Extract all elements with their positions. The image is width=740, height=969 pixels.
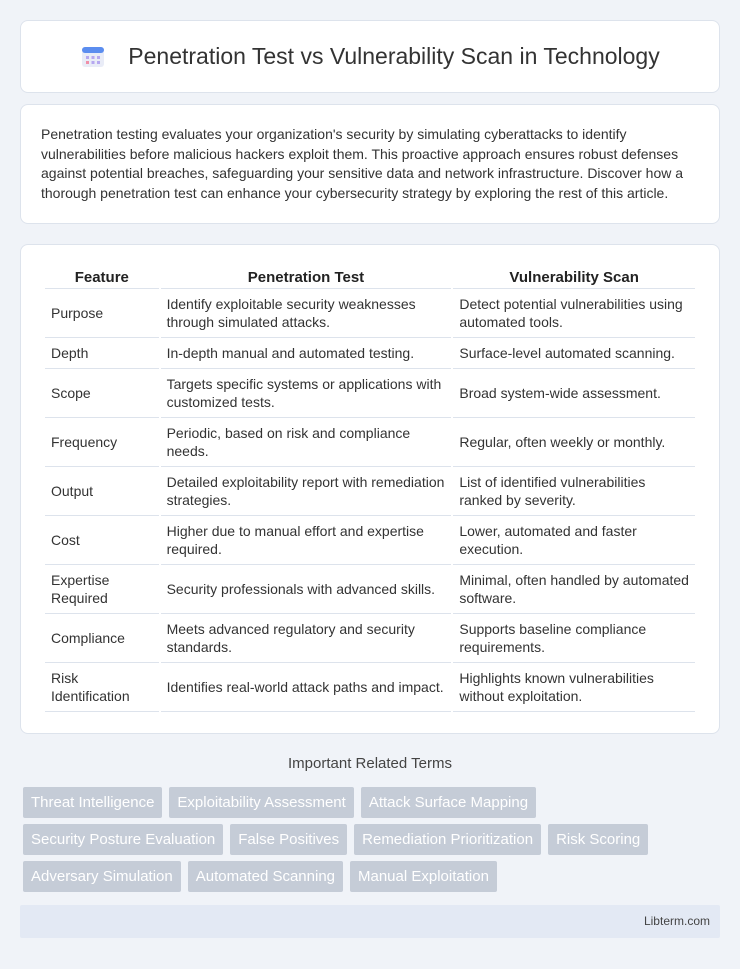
table-card bbox=[20, 244, 720, 734]
cell-feature: Output bbox=[45, 467, 159, 516]
cell-feature: Depth bbox=[45, 338, 159, 369]
cell-penetration-test: Security professionals with advanced skills. bbox=[161, 565, 452, 614]
related-terms-title: Important Related Terms bbox=[288, 755, 452, 772]
cell-vulnerability-scan: Highlights known vulnerabilities without exploitation. bbox=[453, 663, 695, 712]
header-feature: Feature bbox=[45, 265, 159, 289]
page-title: Penetration Test vs Vulnerability Scan in Technology bbox=[128, 43, 660, 69]
cell-vulnerability-scan: Broad system-wide assessment. bbox=[453, 369, 695, 418]
cell-feature: Compliance bbox=[45, 614, 159, 663]
tag-manual-exploitation[interactable]: Manual Exploitation bbox=[350, 861, 497, 892]
title-card bbox=[20, 20, 720, 93]
tag-risk-scoring[interactable]: Risk Scoring bbox=[548, 824, 648, 855]
tag-security-posture-evaluation[interactable]: Security Posture Evaluation bbox=[23, 824, 223, 855]
footer bbox=[20, 905, 720, 938]
cell-feature: Scope bbox=[45, 369, 159, 418]
related-terms-list bbox=[23, 787, 723, 898]
cell-penetration-test: Meets advanced regulatory and security standards. bbox=[161, 614, 452, 663]
cell-vulnerability-scan: Regular, often weekly or monthly. bbox=[453, 418, 695, 467]
tag-remediation-prioritization[interactable]: Remediation Prioritization bbox=[354, 824, 541, 855]
tag-automated-scanning[interactable]: Automated Scanning bbox=[188, 861, 343, 892]
tag-adversary-simulation[interactable]: Adversary Simulation bbox=[23, 861, 181, 892]
tag-threat-intelligence[interactable]: Threat Intelligence bbox=[23, 787, 162, 818]
tag-row bbox=[23, 861, 723, 892]
cell-vulnerability-scan: Detect potential vulnerabilities using automated tools. bbox=[453, 289, 695, 338]
cell-feature: Frequency bbox=[45, 418, 159, 467]
cell-vulnerability-scan: List of identified vulnerabilities ranked by severity. bbox=[453, 467, 695, 516]
table-row bbox=[45, 663, 695, 712]
cell-penetration-test: Periodic, based on risk and compliance needs. bbox=[161, 418, 452, 467]
header-penetration-test: Penetration Test bbox=[161, 265, 452, 289]
cell-penetration-test: In-depth manual and automated testing. bbox=[161, 338, 452, 369]
tag-false-positives[interactable]: False Positives bbox=[230, 824, 347, 855]
cell-vulnerability-scan: Surface-level automated scanning. bbox=[453, 338, 695, 369]
intro-card bbox=[20, 104, 720, 224]
table-row bbox=[45, 338, 695, 369]
table-row bbox=[45, 516, 695, 565]
table-header-row bbox=[45, 265, 695, 289]
table-row bbox=[45, 418, 695, 467]
table-row bbox=[45, 614, 695, 663]
cell-vulnerability-scan: Lower, automated and faster execution. bbox=[453, 516, 695, 565]
cell-feature: Purpose bbox=[45, 289, 159, 338]
cell-penetration-test: Higher due to manual effort and expertise required. bbox=[161, 516, 452, 565]
cell-vulnerability-scan: Supports baseline compliance requirements. bbox=[453, 614, 695, 663]
tag-exploitability-assessment[interactable]: Exploitability Assessment bbox=[169, 787, 353, 818]
cell-feature: Risk Identification bbox=[45, 663, 159, 712]
table-row bbox=[45, 369, 695, 418]
cell-penetration-test: Identifies real-world attack paths and impact. bbox=[161, 663, 452, 712]
footer-brand[interactable]: Libterm.com bbox=[643, 914, 710, 928]
tag-row bbox=[23, 787, 723, 818]
intro-text: Penetration testing evaluates your organization's security by simulating cyberattacks to identify vulnerabilities before malicious hackers exploit them. This proactive approach ensures robust defenses against potential breaches, safeguarding your sensitive data and network infrastructure. Discover how a thorough penetration test can enhance your cybersecurity strategy by exploring the rest of this article. bbox=[41, 126, 684, 201]
cell-penetration-test: Targets specific systems or applications with customized tests. bbox=[161, 369, 452, 418]
table-row bbox=[45, 467, 695, 516]
cell-vulnerability-scan: Minimal, often handled by automated software. bbox=[453, 565, 695, 614]
header-vulnerability-scan: Vulnerability Scan bbox=[453, 265, 695, 289]
cell-feature: Cost bbox=[45, 516, 159, 565]
tag-attack-surface-mapping[interactable]: Attack Surface Mapping bbox=[361, 787, 536, 818]
cell-penetration-test: Detailed exploitability report with remediation strategies. bbox=[161, 467, 452, 516]
tag-row bbox=[23, 824, 723, 855]
comparison-table bbox=[43, 265, 697, 712]
table-icon bbox=[80, 44, 106, 70]
table-row bbox=[45, 565, 695, 614]
cell-penetration-test: Identify exploitable security weaknesses through simulated attacks. bbox=[161, 289, 452, 338]
cell-feature: Expertise Required bbox=[45, 565, 159, 614]
table-row bbox=[45, 289, 695, 338]
